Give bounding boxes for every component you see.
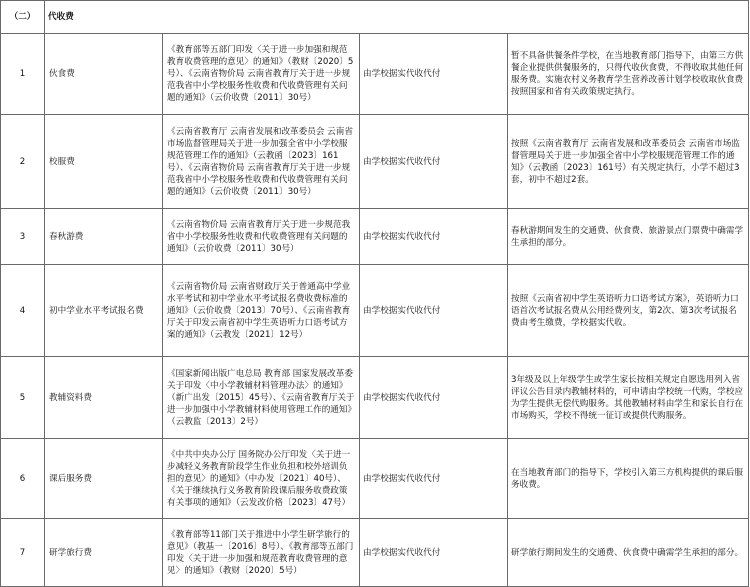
section-number: （二） [1, 1, 45, 34]
fee-description: 3年级及以上年级学生或学生家长按相关规定自愿选用列入省评议公告目录内教辅材料的，可申请由学校统一代购，学校应为学生提供无偿代购服务。其他教辅材料由学生和家长自行在市场购买，学校不得统一征订或提供代购服务。 [508, 357, 749, 439]
fee-description: 暂不具备供餐条件学校，在当地教育部门指导下，由第三方供餐企业提供供餐服务的，只得代收伙食费，不得收取其他任何服务费。实施农村义务教育学生营养改善计划学校收取伙食费按照国家和省有关政策规定执行。 [508, 34, 749, 115]
table-row [1, 115, 749, 209]
row-number: 4 [1, 265, 45, 357]
row-number: 2 [1, 115, 45, 209]
fee-description: 按照《云南省初中学生英语听力口语考试方案》，英语听力口语首次考试报名费从公用经费列支，第2次、第3次考试报名费由考生缴费，学校据实代收。 [508, 265, 749, 357]
policy-basis: 《教育部等五部门印发〈关于进一步加强和规范教育收费管理的意见〉的通知》（教财〔2020〕5号）、《云南省物价局 云南省教育厅关于进一步规范我省中小学校服务性收费和代收费管理有关问题的通知》（云价收费〔2011〕30号） [163, 34, 360, 115]
policy-basis: 《云南省物价局 云南省教育厅关于进一步规范我省中小学校服务性收费和代收费管理有关问题的通知》（云价收费〔2011〕30号） [163, 209, 360, 265]
fee-item: 研学旅行费 [45, 519, 163, 587]
table-row [1, 439, 749, 519]
row-number: 5 [1, 357, 45, 439]
policy-basis: 《云南省物价局 云南省财政厅关于普通高中学业水平考试和初中学业水平考试报名费收费标准的通知》（云价收费〔2013〕70号）、《云南省教育厅关于印发云南省初中学生英语听力口语考试方案的通知》（云教发〔2021〕12号） [163, 265, 360, 357]
policy-basis: 《国家新闻出版广电总局 教育部 国家发展改革委关于印发〈中小学教辅材料管理办法〉的通知》（新广出发〔2015〕45号）、《云南省教育厅关于进一步加强中小学教辅材料使用管理工作的通知》（云教监〔2013〕2号） [163, 357, 360, 439]
section-header-row [1, 1, 749, 34]
collection-method: 由学校据实代收代付 [360, 34, 508, 115]
fee-description: 春秋游期间发生的交通费、伙食费、旅游景点门票费中确需学生承担的部分。 [508, 209, 749, 265]
collection-method: 由学校据实代收代付 [360, 519, 508, 587]
fee-description: 按照《云南省教育厅 云南省发展和改革委员会 云南省市场监督管理局关于进一步加强全省中小学校服规范管理工作的通知》（云教函〔2023〕161号）有关规定执行，小学不超过3套，初中不超过2套。 [508, 115, 749, 209]
table-row [1, 519, 749, 587]
collection-method: 由学校据实代收代付 [360, 357, 508, 439]
fee-item: 伙食费 [45, 34, 163, 115]
fee-item: 课后服务费 [45, 439, 163, 519]
fee-item: 初中学业水平考试报名费 [45, 265, 163, 357]
fee-item: 春秋游费 [45, 209, 163, 265]
table-row [1, 357, 749, 439]
collection-method: 由学校据实代收代付 [360, 265, 508, 357]
collection-method: 由学校据实代收代付 [360, 209, 508, 265]
row-number: 7 [1, 519, 45, 587]
table-row [1, 34, 749, 115]
policy-basis: 《云南省教育厅 云南省发展和改革委员会 云南省市场监督管理局关于进一步加强全省中小学校服规范管理工作的通知》（云教函〔2023〕161号）、《云南省物价局 云南省教育厅关于进一步规范我省中小学校服务性收费和代收费管理有关问题的通知》（云价收费〔2011〕30号） [163, 115, 360, 209]
collection-method: 由学校据实代收代付 [360, 439, 508, 519]
row-number: 1 [1, 34, 45, 115]
collection-method: 由学校据实代收代付 [360, 115, 508, 209]
section-title: 代收费 [45, 1, 749, 34]
fee-description: 研学旅行期间发生的交通费、伙食费中确需学生承担的部分。 [508, 519, 749, 587]
policy-basis: 《中共中央办公厅 国务院办公厅印发〈关于进一步减轻义务教育阶段学生作业负担和校外培训负担的意见〉的通知》（中办发〔2021〕40号）、《关于继续执行义务教育阶段课后服务收费政策有关事项的通知》（云发改价格〔2023〕47号） [163, 439, 360, 519]
policy-basis: 《教育部等11部门关于推进中小学生研学旅行的意见》（教基一〔2016〕8号）、《教育部等五部门印发〈关于进一步加强和规范教育收费管理的意见〉的通知》（教财〔2020〕5号） [163, 519, 360, 587]
fee-item: 教辅资料费 [45, 357, 163, 439]
table-row [1, 265, 749, 357]
row-number: 3 [1, 209, 45, 265]
table-row [1, 209, 749, 265]
fee-description: 在当地教育部门的指导下，学校引入第三方机构提供的课后服务收费。 [508, 439, 749, 519]
row-number: 6 [1, 439, 45, 519]
fee-item: 校服费 [45, 115, 163, 209]
